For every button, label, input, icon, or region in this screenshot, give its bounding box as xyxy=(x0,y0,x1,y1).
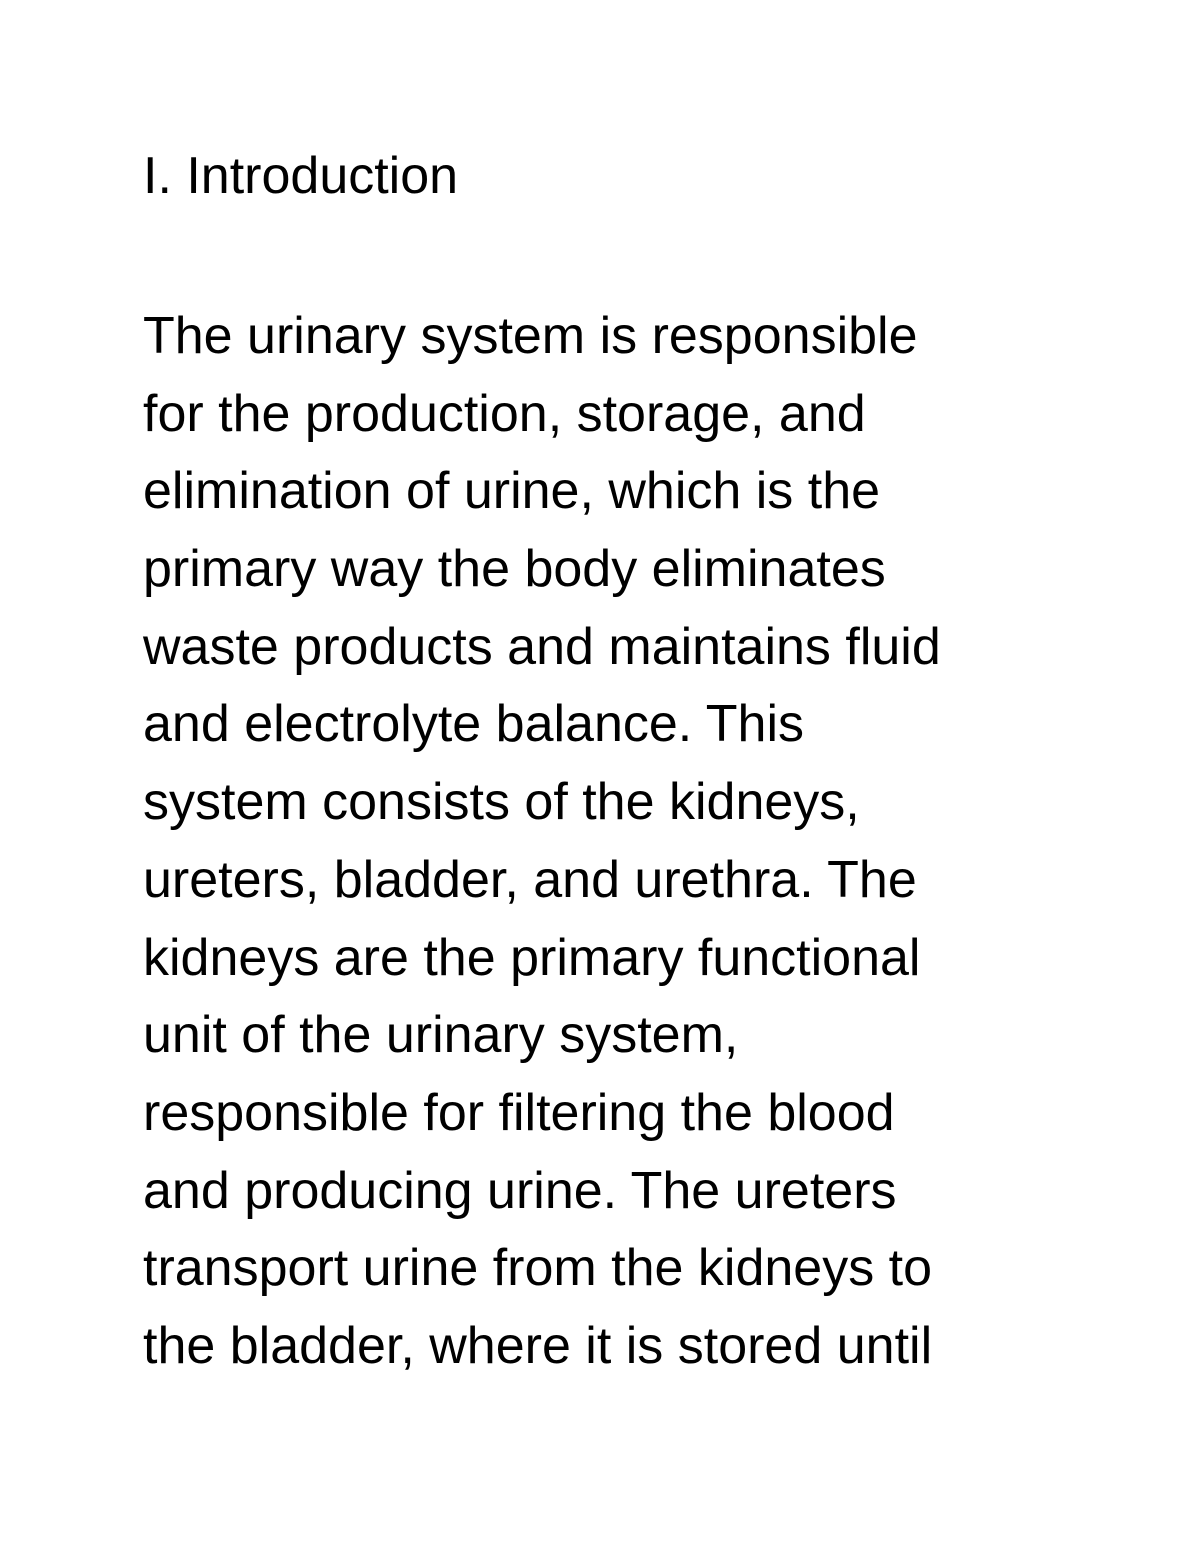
paragraph-line: kidneys are the primary functional xyxy=(143,928,921,987)
section-heading: I. Introduction xyxy=(143,147,459,205)
paragraph-line: for the production, storage, and xyxy=(143,384,866,443)
paragraph-line: the bladder, where it is stored until xyxy=(143,1316,933,1375)
paragraph-line: primary way the body eliminates xyxy=(143,540,886,599)
paragraph-line: system consists of the kidneys, xyxy=(143,773,860,832)
paragraph-line: transport urine from the kidneys to xyxy=(143,1239,933,1298)
body-paragraph xyxy=(143,298,1143,1386)
paragraph-line: responsible for filtering the blood xyxy=(143,1083,895,1142)
paragraph-line: ureters, bladder, and urethra. The xyxy=(143,850,917,909)
paragraph-line: elimination of urine, which is the xyxy=(143,462,881,521)
paragraph-line: unit of the urinary system, xyxy=(143,1006,739,1065)
paragraph-line: and producing urine. The ureters xyxy=(143,1161,897,1220)
paragraph-line: and electrolyte balance. This xyxy=(143,695,804,754)
paragraph-line: waste products and maintains fluid xyxy=(143,617,941,676)
paragraph-line: The urinary system is responsible xyxy=(143,307,918,365)
